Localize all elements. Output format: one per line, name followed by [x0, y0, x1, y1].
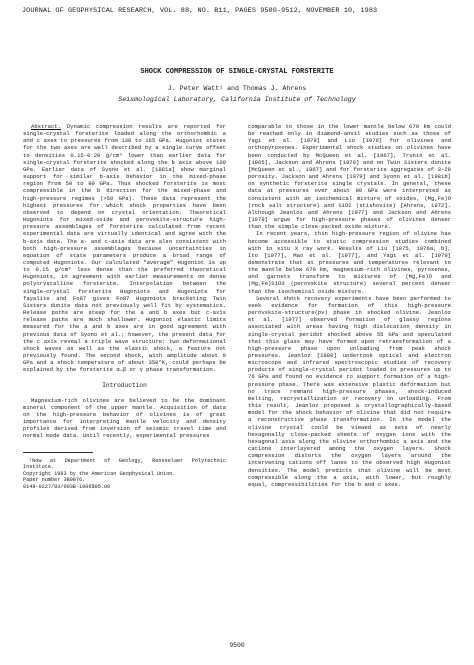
running-header: JOURNAL OF GEOPHYSICAL RESEARCH, VOL. 88, NO. B11, PAGES 9500-9512, NOVEMBER 10, 1983: [22, 7, 378, 15]
left-column: [23, 123, 226, 491]
paper-title: SHOCK COMPRESSION OF SINGLE-CRYSTAL FORSTERITE: [140, 68, 334, 76]
paper-code: 0148-0227/83/003B-1006$05.00: [23, 483, 111, 490]
paper-affiliation: Seismological Laboratory, California Institute of Technology: [118, 96, 356, 103]
footnote-rule: [23, 452, 93, 453]
copyright-line: Copyright 1983 by the American Geophysical Union.: [23, 470, 176, 477]
abstract-paragraph: [23, 123, 226, 373]
introduction-heading: Introduction: [102, 382, 147, 390]
right-column: [248, 123, 451, 488]
paper-number: Paper number 3B0876.: [23, 477, 86, 484]
abstract-label: Abstract.: [31, 123, 61, 130]
footnote-affiliation: ¹Now at Department of Geology, Rensselaer Polytechnic Institute.: [23, 457, 226, 471]
introduction-text: Magnesium-rich olivines are believed to be the dominant mineral component of the upper mantle. Acquisition of data on the high-pressure behavior of olivines is of great importance for interpreting mantle velocity and density profiles derived from inversion of seismic travel time and normal mode data. Until recently, experimental pressures: [23, 396, 226, 440]
page-number: 9500: [229, 642, 245, 649]
right-paragraph-3: Several shock recovery experiments have been performed to seek evidence for formation of this high-pressure perovskite-structure(pv) phase in shocked olivine. Jeanloz et al. [1977] observed formation of glassy regions associated with areas having high dislocation density in single-crystal peridot shocked above 55 GPa and speculated that this glass may have formed upon retransformation of a high-pressure phase upon unloading from peak shock pressures. Jeanloz [1980] undertook optical and electron microscope and infrared spectroscopic studies of recovery products of single-crystal peridot loaded to pressures up to 76 GPa and found no evidence to support formation of a high-pressure phase. There was extensive plastic deformation but no trace remnant high-pressure phases, shock-induced melting, recrystallization or recovery on unloading. From this result, Jeanloz proposed a crystallographically-based model for the shock behavior of olivine that did not require a reconstructive phase transformation. In the model the olivine crystal could be viewed as sets of nearly hexagonally close-packed sheets of oxygen ions with the hexagonal axis along the olivine orthorhombic a axis and the cations interlayered among the oxygen layers. Shock compression distorts the oxygen layers around the intervening cations off lanes to the observed high Hugoniot densities. The model predicts that olivine will be most compressible along the a axis, with lower, but roughly equal, compressibilities for the b and c axes.: [248, 294, 451, 488]
paper-authors: J. Peter Watt¹ and Thomas J. Ahrens: [167, 85, 307, 92]
abstract-text: Dynamic compression results are reported for single-crystal forsterite loaded along the orthorhombic a and c axes to pressures from 130 to 165 GPa. Hugoniot states for the two axes are well described by a single curve offset to densities 0.15-0.20 g/cm³ lower than earlier data for single-crystal forsterite shocked along the b axis above 100 GPa. Earlier data of Syono et al. [1981a] show marginal support for similar b-axis behavior in the mixed-phase region from 50 to 90 GPa. Thus shocked forsterite is most compressible in the b direction for the mixed-phase and high-pressure regimes (>50 GPa). These data represent the highest pressures for which shock properties have been observed to depend on crystal orientation. Theoretical Hugoniots for mixed-oxide and perovskite-structure high-pressure assemblages of forsterite calculated from recent experimental data are virtually identical and agree with the b-axis data. The a- and c-axis data are also consistent with both high-pressure assemblages because uncertainties in equation of state parameters produce a broad range of computed Hugoniots. Our calculated "average" Hugoniot is up to 0.15 g/cm³ less dense than the preferred theoretical Hugoniots, in agreement with earlier measurements on dense polycrystalline forsterite. Interpolation between the single-crystal forsterite Hugoniots and Hugoniots for fayalite and Fo87 gives Fo87 Hugoniots bracketing Twin Sisters dunite data not previously well fit by systematics. Release paths are steep for the a and b axes but c-axis release paths are much shallower. Hugoniot elastic limits measured for the a and b axes are in good agreement with previous data of Syono et al.; however, the present data for the c axis reveal a triple wave structure: two deformational shock waves as well as the elastic shock, a feature not previously found. The second shock, with amplitude about 9 GPa and a shock temperature of about 350°K, could perhaps be explained by the forsterite α→β or γ phase transformation.: [23, 123, 226, 374]
right-paragraph-1: comparable to those in the lower mantle below 670 km could be reached only in diamond-anvil studies such as those of Yagi et al. [1979] and Liu [1976] for olivines and orthopyroxenes. Experimental shock studies on olivines have been conducted by McQueen et al. [1967], Trunin et al. [1965], Jackson and Ahrens [1979] and on Twin Sisters dunite [McQueen et al., 1967] and for forsterite aggregates of 3-28 porosity. Jackson and Ahrens [1979] and Syono et al. [1981b] on synthetic forsterite single crystals. In general, these data at pressures over about 80 GPa were interpreted as consistent with an isochemical mixture of oxides, (Mg,Fe)O (rock salt structure) and SiO2 (stishovite) [Ahrens, 1972]. Although Jeanloz and Ahrens [1977] and Jackson and Ahrens [1979] argue for high-pressure phases of olivines denser than the simple close-packed oxide mixture.: [248, 123, 451, 231]
right-paragraph-2: In recent years, thin high-pressure region of olivine has become accessible to static compression studies combined with in situ X ray work. Results of Liu [1975, 1976a, b], Ito [1977], Mao et al. [1977], and Yagi et al. [1979] demonstrate that at pressures and temperatures relevant to the mantle below 670 km, magnesium-rich olivines, pyroxenes, and garnets transform to mixtures of (Mg,Fe)O and (Mg,Fe)SiO3 (perovskite structure) several percent denser than the isochemical oxide mixture.: [248, 230, 451, 295]
